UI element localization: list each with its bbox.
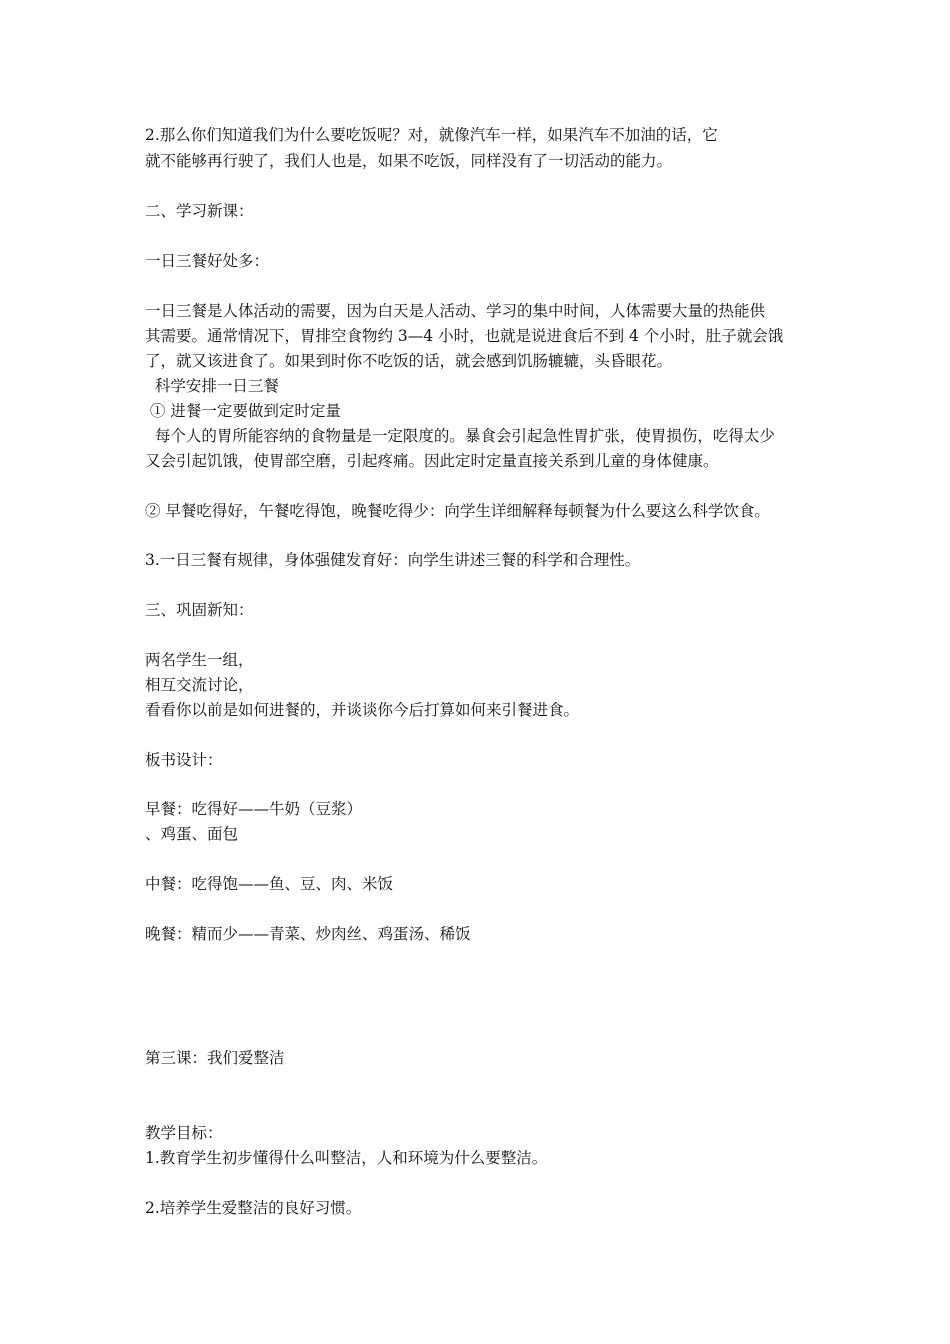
paragraph-line: 又会引起饥饿，使胃部空磨，引起疼痛。因此定时定量直接关系到儿童的身体健康。	[145, 452, 719, 470]
paragraph-line: 2.那么你们知道我们为什么要吃饭呢？对，就像汽车一样，如果汽车不加油的话，它	[145, 126, 718, 144]
paragraph-line: 一日三餐是人体活动的需要，因为白天是人活动、学习的集中时间，人体需要大量的热能供	[145, 302, 766, 320]
paragraph-line: 就不能够再行驶了，我们人也是，如果不吃饭，同样没有了一切活动的能力。	[145, 152, 673, 170]
paragraph-line: 看看你以前是如何进餐的，并谈谈你今后打算如何来引餐进食。	[145, 701, 580, 719]
subheading: 一日三餐好处多：	[145, 252, 270, 270]
lesson-title: 第三课：我们爱整洁	[145, 1049, 285, 1067]
section-heading: 三、巩固新知：	[145, 601, 254, 619]
paragraph-line: 其需要。通常情况下，胃排空食物约 3—4 小时，也就是说进食后不到 4 个小时，肚子就会饿	[145, 327, 784, 345]
board-line-lunch: 中餐：吃得饱——鱼、豆、肉、米饭	[145, 875, 394, 893]
board-line-breakfast: 早餐：吃得好——牛奶（豆浆）	[145, 800, 363, 818]
subheading: 科学安排一日三餐	[145, 377, 279, 395]
section-heading: 二、学习新课：	[145, 202, 254, 220]
board-line-dinner: 晚餐：精而少——青菜、炒肉丝、鸡蛋汤、稀饭	[145, 925, 471, 943]
subheading: 教学目标：	[145, 1124, 223, 1142]
subheading: 板书设计：	[145, 751, 223, 769]
board-line-breakfast-cont: 、鸡蛋、面包	[145, 825, 239, 843]
paragraph-line: 相互交流讨论，	[145, 676, 254, 694]
list-item: ② 早餐吃得好，午餐吃得饱，晚餐吃得少：向学生详细解释每顿餐为什么要这么科学饮食。	[145, 502, 770, 520]
list-item: 1.教育学生初步懂得什么叫整洁，人和环境为什么要整洁。	[145, 1149, 548, 1167]
paragraph-line: 了，就又该进食了。如果到时你不吃饭的话，就会感到饥肠辘辘，头昏眼花。	[145, 352, 673, 370]
paragraph-line: 每个人的胃所能容纳的食物量是一定限度的。暴食会引起急性胃扩张，使胃损伤，吃得太少	[145, 427, 775, 445]
paragraph-line: 3.一日三餐有规律，身体强健发育好：向学生讲述三餐的科学和合理性。	[145, 551, 641, 569]
list-item: ① 进餐一定要做到定时定量	[145, 402, 341, 420]
paragraph-line: 两名学生一组，	[145, 651, 254, 669]
list-item: 2.培养学生爱整洁的良好习惯。	[145, 1199, 362, 1217]
